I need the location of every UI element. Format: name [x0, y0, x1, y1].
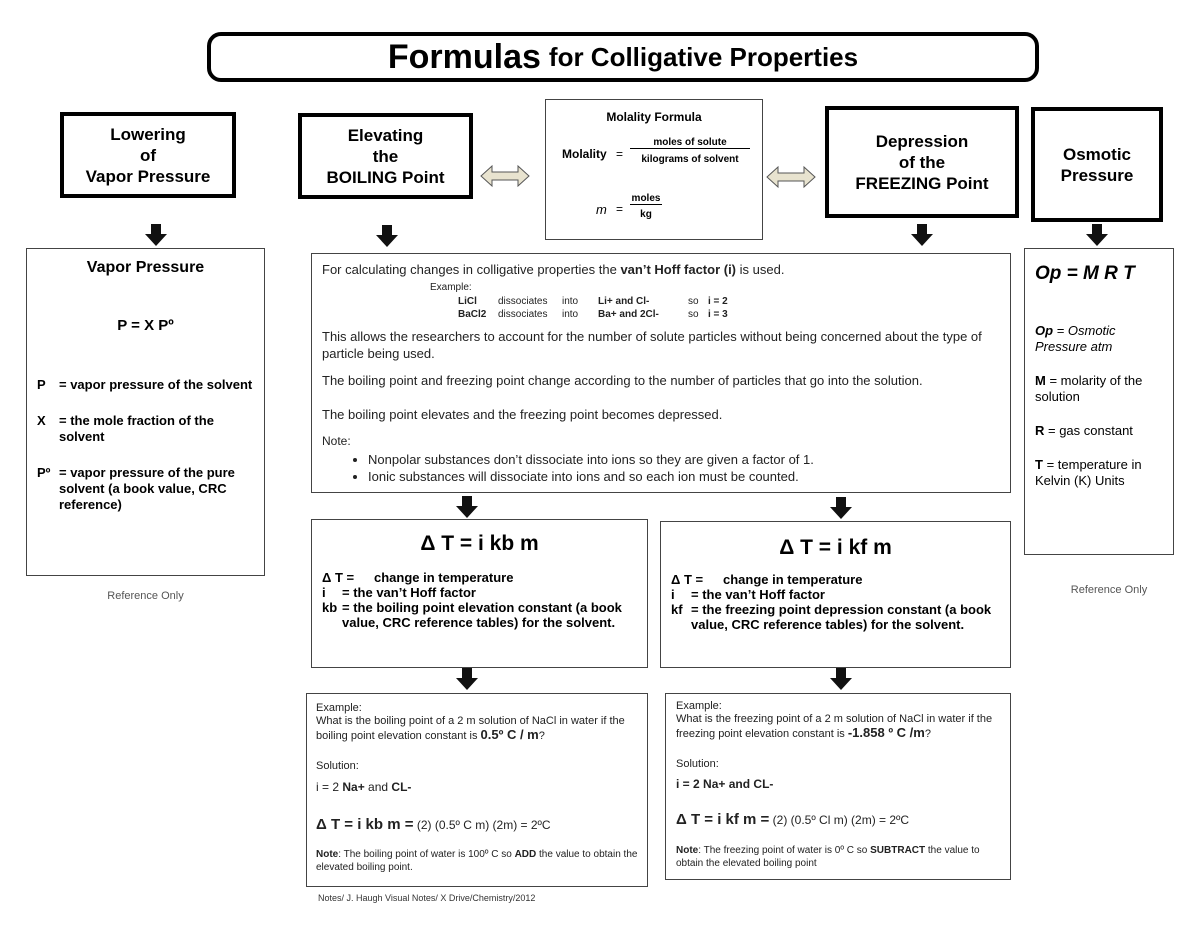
osmotic-def-row: T = temperature in Kelvin (K) Units [1035, 457, 1142, 488]
boiling-def-row: kb = the boiling point elevation constant (a book value, CRC reference tables) for the solvent. [322, 600, 622, 630]
dissociation-example-row: BaCl2 dissociates into Ba+ and 2Cl- so i = 3 [458, 309, 728, 320]
freezing-example-box [665, 693, 1011, 880]
header-vapor-pressure: Lowering of Vapor Pressure [60, 112, 236, 198]
vapor-box-title: Vapor Pressure [86, 259, 205, 276]
down-arrow-icon [456, 496, 478, 518]
page-title [207, 32, 1039, 82]
dissociation-example-row: LiCl dissociates into Li+ and Cl- so i = 2 [458, 296, 728, 307]
boiling-solution-label: Solution: [316, 760, 359, 772]
boiling-def-row: Δ T = change in temperature [322, 570, 514, 585]
example-label: Example: [430, 282, 472, 293]
molality-equals: = [616, 147, 624, 161]
note-bullet-list [332, 451, 992, 485]
freezing-def-row: Δ T = change in temperature [671, 572, 863, 587]
molality-title: Molality Formula [606, 110, 702, 124]
boiling-def-row: i = the van’t Hoff factor [322, 585, 476, 600]
down-arrow-icon [830, 668, 852, 690]
molality-formula-box [545, 99, 763, 240]
boiling-definitions [322, 570, 642, 630]
boiling-i-line: i = 2 Na+ and CL- [316, 780, 412, 794]
boiling-example-label: Example: [316, 702, 362, 714]
boiling-formula-box [311, 519, 648, 668]
header-osmotic-pressure: Osmotic Pressure [1031, 107, 1163, 222]
molality-numerator: moles of solute [630, 137, 750, 149]
paragraph-particle-change: The boiling point and freezing point change according to the number of particles that go into the solution. [322, 373, 923, 388]
vapor-def-row: X = the mole fraction of the solvent [37, 413, 214, 444]
down-arrow-icon [376, 225, 398, 247]
double-arrow-icon-left [480, 164, 530, 188]
osmotic-definitions [1035, 323, 1170, 489]
vapor-def-row: P = vapor pressure of the solvent [37, 377, 253, 392]
m-denominator: kg [640, 209, 652, 220]
vapor-def-row: Pº = vapor pressure of the pure solvent (a book value, CRC reference) [37, 465, 235, 512]
vapor-definitions [37, 377, 262, 513]
vant-hoff-intro: For calculating changes in colligative properties the van’t Hoff factor (i) is used. [322, 262, 785, 277]
boiling-note: Note: The boiling point of water is 100º C so ADD the value to obtain the elevated boiling point. [316, 849, 638, 873]
note-label: Note: [322, 434, 351, 448]
molality-label: Molality [562, 147, 607, 161]
title-sub: for Colligative Properties [548, 41, 859, 72]
molality-denominator: kilograms of solvent [641, 154, 739, 165]
freezing-note: Note: The freezing point of water is 0º C so SUBTRACT the value to obtain the elevated boiling point [676, 845, 980, 869]
footer-credit: Notes/ J. Haugh Visual Notes/ X Drive/Chemistry/2012 [318, 893, 536, 903]
down-arrow-icon [145, 224, 167, 246]
freezing-example-label: Example: [676, 700, 722, 712]
down-arrow-icon [456, 668, 478, 690]
boiling-formula: Δ T = i kb m [420, 532, 539, 555]
freezing-formula-box [660, 521, 1011, 668]
note-bullet: • Nonpolar substances don’t dissociate into ions so they are given a factor of 1. [368, 451, 992, 468]
osmotic-formula: Op = M R T [1035, 263, 1135, 284]
m-symbol: m [596, 202, 607, 217]
osmotic-def-row: M = molarity of the solution [1035, 373, 1143, 404]
note-bullet: • Ionic substances will dissociate into ions and so each ion must be counted. [368, 468, 992, 485]
header-freezing-point: Depression of the FREEZING Point [825, 106, 1019, 218]
freezing-example-question: What is the freezing point of a 2 m solution of NaCl in water if the freezing point elevation constant is -1.858 º C /m? [676, 713, 993, 740]
double-arrow-icon-right [766, 165, 816, 189]
freezing-calculation: Δ T = i kf m = (2) (0.5º Cl m) (2m) = 2ºC [676, 811, 910, 828]
vant-hoff-box [311, 253, 1011, 493]
freezing-definitions [671, 572, 1006, 632]
down-arrow-icon [911, 224, 933, 246]
boiling-example-question: What is the boiling point of a 2 m solution of NaCl in water if the boiling point elevation constant is 0.5º C / m? [316, 715, 625, 742]
down-arrow-icon [830, 497, 852, 519]
m-equals: = [616, 202, 624, 216]
header-boiling-point: Elevating the BOILING Point [298, 113, 473, 199]
freezing-solution-label: Solution: [676, 758, 719, 770]
paragraph-solute-particles: This allows the researchers to account for the number of solute particles without being concerned about the type of particle being used. [322, 329, 982, 361]
osmotic-def-row: R = gas constant [1035, 423, 1133, 438]
freezing-formula: Δ T = i kf m [779, 536, 892, 559]
m-numerator: moles [631, 193, 661, 204]
freezing-def-row: kf = the freezing point depression constant (a book value, CRC reference tables) for the solvent. [671, 602, 992, 632]
freezing-def-row: i = the van’t Hoff factor [671, 587, 825, 602]
vapor-pressure-box [26, 248, 265, 576]
osmotic-pressure-box [1024, 248, 1174, 555]
boiling-calculation: Δ T = i kb m = (2) (0.5º C m) (2m) = 2ºC [316, 816, 551, 833]
osmotic-def-row: Op = Osmotic Pressure atm [1035, 323, 1116, 354]
paragraph-elevates-depressed: The boiling point elevates and the freezing point becomes depressed. [322, 407, 723, 422]
vapor-reference-note: Reference Only [107, 590, 184, 602]
osmotic-reference-note: Reference Only [1070, 584, 1148, 596]
down-arrow-icon [1086, 224, 1108, 246]
title-main: Formulas [387, 37, 541, 76]
vapor-formula: P = X Pº [117, 317, 174, 334]
boiling-example-box [306, 693, 648, 887]
freezing-i-line: i = 2 Na+ and CL- [676, 777, 774, 791]
